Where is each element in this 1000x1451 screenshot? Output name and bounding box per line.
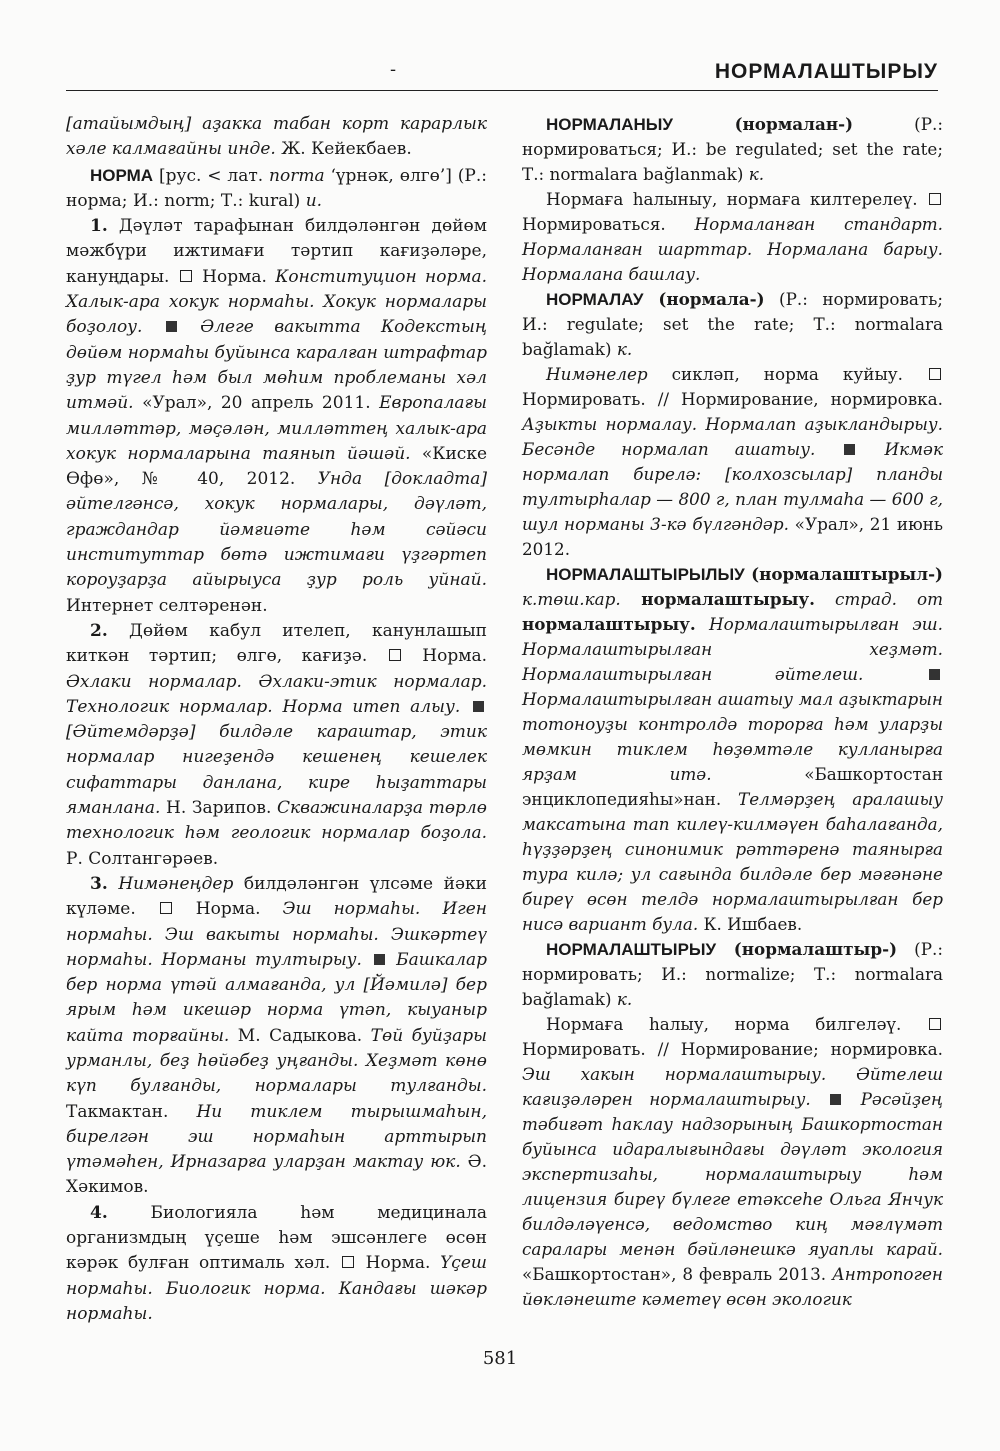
quote-source: «Киске Өфө», № 40, 2012.: [66, 443, 488, 490]
equivalents: (Р.: нормироваться; И.: be regulated; set the rate; Т.: normalara bağlanmak): [522, 114, 943, 184]
quote-source: Интернет селтәренән.: [66, 595, 268, 616]
examples: Эш нормаһы. Иген нормаһы. Эш вакыты нормаһы. Эшкәртеү нормаһы. Норманы тултырыу.: [66, 899, 488, 970]
page-number: 581: [482, 1348, 518, 1369]
example-quote: Нормалаштырылған ашатыу мал аҙыктарын тотоноуҙы контролдә торорға һәм уларҙы мөмкин тиклем һөҙөмтәле кулланырға ярҙам итә.: [522, 689, 943, 784]
quote-source: Н. Зарипов.: [160, 798, 278, 819]
example-quote: Скважиналарҙа төрлө технологик һәм геологик нормалар боҙола.: [66, 798, 487, 844]
header-rule: [66, 90, 938, 91]
definition: Дәүләт тарафынан билдәләнгән дөйөм мәжбүри ижтимағи тәртип кағиҙәләре, кануңдары.: [66, 216, 487, 287]
etymology-latin: norma: [269, 165, 325, 186]
black-square-icon: [166, 321, 177, 332]
entry-normalashtyryu-sense: [522, 1012, 943, 1312]
sense-number: 3.: [90, 873, 108, 894]
examples: Үҫеш нормаһы. Биологик норма. Кандағы шәкәр нормаһы.: [66, 1253, 487, 1324]
quote-source: Р. Солтангәрәев.: [66, 848, 219, 869]
headword: НОРМАЛАШТЫРЫУ: [546, 940, 717, 959]
quote-source: «Урал», 20 апрель 2011.: [133, 393, 380, 414]
example-quote: Икмәк нормалап бирелә: [колхозсылар] планды тултырһалар — 800 г, план тулмаһа — 600 г, шул норманы 3-кә бүлгәндәр.: [522, 439, 943, 534]
white-square-icon: [929, 193, 941, 205]
examples: Конституцион норма. Халык-ара хокук нормаһы. Хокук нормалары боҙолоу.: [66, 266, 487, 338]
definition: Нормаға һалыныу, нормаға килтерелеү.: [546, 189, 927, 209]
quote-source: Ә. Хәкимов.: [66, 1152, 487, 1198]
black-square-icon: [830, 1094, 841, 1105]
quote-source: М. Садыкова.: [229, 1025, 371, 1046]
equivalents: (Р.: нормировать; И.: regulate; set the rate; Т.: normalara bağlamak): [522, 289, 943, 359]
example-quote: Төй буйҙары урманлы, беҙ һөйәбеҙ уңғанды. Хеҙмәт көнө күп булғанды, нормалары тулғанды.: [66, 1025, 487, 1097]
stem: (нормалаштыр-): [716, 939, 898, 959]
running-title: НОРМАЛАШТЫРЫУ: [714, 60, 938, 83]
russian-equivalent: Нормироваться.: [522, 214, 695, 234]
sense-4: [66, 1201, 487, 1327]
headword: НОРМА: [90, 165, 154, 185]
entry-normalau-sense: [522, 362, 943, 562]
equivalents: (Р.: нормировать; И.: normalize; Т.: normalara bağlamak): [522, 939, 943, 1009]
examples: Әхлаки нормалар. Әхлаки-этик нормалар. Технологик нормалар. Норма итеп алыу.: [66, 671, 487, 717]
black-square-icon: [844, 444, 855, 455]
example-quote: Телмәрҙең аралашыу максатына тап килеү-килмәүен баһалағанда, һүҙҙәрҙең синонимик рәттәренә таянырға тура килә; ул сағында билдәле бер мәғәнәне биреү өсөн телдә нормалаштырылған бер нисә вариант була.: [522, 789, 943, 934]
definition: билдәләнгән үлсәме йәки күләме.: [66, 873, 487, 920]
example-quote: Башкалар бер норма үтәй алмағанда, ул [Йәмилә] бер ярым һәм икешәр норма үтәп, кыуаныр кайта торғайны.: [66, 949, 488, 1046]
quote-source: «Урал», 21 июнь 2012.: [522, 514, 943, 559]
definition: Дөйөм кабул ителеп, канунлашып киткән тәртип; өлгө, кағиҙә.: [66, 620, 487, 667]
sense-number: 4.: [90, 1202, 108, 1223]
stem: (нормалаштырыл-): [744, 564, 943, 584]
russian-equivalent: Нормировать. // Нормирование, нормировка.: [522, 389, 943, 409]
entry-normalashtyrylyu: [522, 562, 943, 937]
entry-normalanyu-sense: [522, 187, 943, 287]
russian-equivalent: Нормировать. // Нормирование; нормировка.: [522, 1039, 943, 1059]
examples: Нормалаштырылған эш. Нормалаштырылған хеҙмәт. Нормалаштырылған әйтелеш.: [522, 614, 943, 684]
definition: Биологияла һәм медицинала организмдың үҫеше һәм эшсәнлеге өсөн кәрәк булған оптималь хәл.: [66, 1202, 487, 1274]
part-of-speech: к.төш.кар.: [522, 589, 621, 609]
definition-space: [108, 874, 119, 894]
black-square-icon: [473, 701, 484, 712]
example-quote: Европалағы милләттәр, мәҫәлән, милләттең халык-ара хокук нормаларына таянып йәшәй.: [66, 393, 487, 464]
headword: НОРМАЛАШТЫРЫЛЫУ: [546, 565, 745, 584]
cross-reference: нормалаштырыу.: [620, 589, 815, 609]
black-square-icon: [374, 954, 385, 965]
sense-1: [66, 214, 487, 619]
entry-norma: [66, 163, 487, 215]
white-square-icon: [389, 649, 401, 661]
example-quote: Унда [докладта] әйтелгәнсә, хокук нормалары, дәүләт, граждандар йәмғиәте һәм сәйәси институттар бөтә ижтимағи үҙгәртеп короуҙарҙа айырыуса ҙур роль уйнай.: [66, 469, 487, 591]
example-quote: Рәсәйҙең тәбиғәт һаклау надзорының Башкортостан буйынса идаралығындағы дәүләт экология экспертизаһы, нормалаштырыу һәм лицензия биреү бүлеге етәксеһе Ольга Янчук билдәләүенсә, ведомство киң мәғлүмәт саралары менән бәйләнешкә яуаплы карай.: [522, 1089, 944, 1259]
white-square-icon: [180, 270, 192, 282]
definition-object: Нимәнелер: [546, 364, 648, 384]
white-square-icon: [342, 1256, 354, 1268]
example-quote: Антропоген йөкләнеште кәметеү өсөн экологик: [522, 1264, 943, 1309]
russian-equivalent: Норма.: [193, 266, 276, 287]
russian-equivalent: Норма.: [402, 646, 487, 667]
headword: НОРМАЛАУ: [546, 290, 644, 309]
examples: Нормаланған стандарт. Нормаланған шарттар. Нормалана барыу. Нормалана башлау.: [522, 214, 944, 284]
example-quote: Ни тиклем тырышмаһын, бирелгән эш нормаһын арттырып үтәмәһен, Ирназарға уларҙан мактау юк.: [66, 1101, 487, 1173]
part-of-speech: и.: [305, 190, 323, 211]
entry-normalau: [522, 287, 943, 362]
header-mark: -: [390, 59, 397, 80]
russian-equivalent: Норма.: [355, 1253, 441, 1274]
entry-normalanyu: [522, 112, 943, 187]
stem: (нормала-): [643, 289, 765, 309]
sense-number: 1.: [90, 216, 108, 237]
example-quote: [Әйтемдәрҙә] билдәле караштар, этик нормалар нигеҙендә кешенең кешелек сифаттары данлана, кире һыҙаттары яманлана.: [66, 722, 487, 819]
quote-source: К. Ишбаев.: [698, 914, 803, 934]
sense-2: [66, 619, 487, 872]
right-column: [522, 112, 943, 1312]
headword: НОРМАЛАНЫУ: [546, 115, 673, 134]
part-of-speech: к.: [748, 164, 765, 184]
definition-object: Нимәнеңдер: [118, 873, 234, 894]
part-of-speech: к.: [616, 339, 633, 359]
entry-normalashtyryu: [522, 937, 943, 1012]
examples: Эш хакын нормалаштырыу. Әйтелеш кағиҙәләрен нормалаштырыу.: [522, 1064, 943, 1109]
white-square-icon: [160, 902, 172, 914]
stem: (нормалан-): [672, 114, 854, 134]
sense-3: [66, 872, 487, 1201]
quote-source: Такмактан.: [66, 1101, 197, 1122]
continued-entry: [66, 112, 487, 163]
quote-source: Ж. Кейекбаев.: [275, 139, 412, 160]
quote-source: «Башкортостан энциклопедияһы»нан.: [522, 764, 943, 809]
quote-source: «Башкортостан», 8 февраль 2013.: [522, 1264, 833, 1284]
examples: Аҙыкты нормалау. Нормалап аҙыкландырыу. Бесәнде нормалап ашатыу.: [522, 414, 943, 459]
definition: Нормаға һалыу, норма билгеләү.: [546, 1014, 927, 1034]
white-square-icon: [929, 368, 941, 380]
example-quote: Әлеге вакытта Кодекстың дөйөм нормаһы буйынса каралған штрафтар ҙур түгел һәм был мөһим проблеманы хәл итмәй.: [66, 317, 487, 414]
sense-number: 2.: [90, 620, 108, 641]
example-quote: [атайымдың] аҙакка табан корт карарлык хәле калмағайны инде.: [66, 114, 487, 160]
definition: сикләп, норма куйыу.: [647, 364, 927, 384]
cross-reference: нормалаштырыу.: [522, 614, 696, 634]
russian-gloss: страд. от: [814, 589, 943, 609]
black-square-icon: [929, 669, 940, 680]
white-square-icon: [929, 1018, 941, 1030]
etymology: [рус. < лат.: [153, 165, 270, 186]
russian-equivalent: Норма.: [173, 899, 283, 920]
part-of-speech: к.: [616, 989, 633, 1009]
left-column: [66, 112, 487, 1327]
equivalents: ‘үрнәк, өлгө’] (Р.: норма; И.: norm; Т.: kural): [66, 165, 488, 211]
